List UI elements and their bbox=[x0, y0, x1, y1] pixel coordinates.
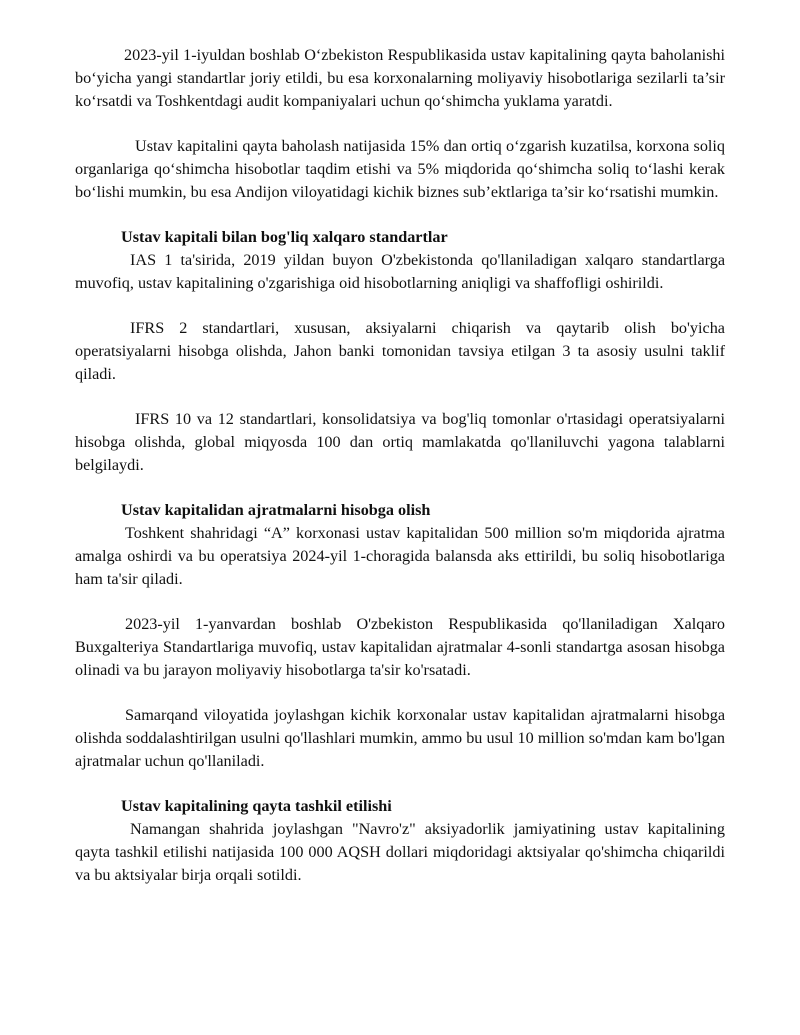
section-heading-international-standards: Ustav kapitali bilan bog'liq xalqaro standartlar bbox=[121, 228, 448, 246]
section1-paragraph-2: IFRS 2 standartlari, xususan, aksiyalarni chiqarish va qaytarib olish bo'yicha operatsiyalarni hisobga olishda, Jahon banki tomonidan tavsiya etilgan 3 ta asosiy usulni taklif qiladi. bbox=[75, 319, 725, 383]
intro-paragraph-2: Ustav kapitalini qayta baholash natijasida 15% dan ortiq o‘zgarish kuzatilsa, korxona soliq organlariga qo‘shimcha hisobotlar taqdim etishi va 5% miqdorida qo‘shimcha soliq to‘lashi kerak bo‘lishi mumkin, bu esa Andijon viloyatidagi kichik biznes sub’ektlariga ta’sir ko‘rsatishi mumkin. bbox=[75, 137, 725, 201]
section-heading-capital-deductions: Ustav kapitalidan ajratmalarni hisobga olish bbox=[121, 501, 431, 519]
intro-paragraph-1: 2023-yil 1-iyuldan boshlab O‘zbekiston Respublikasida ustav kapitalining qayta baholanishi bo‘yicha yangi standartlar joriy etildi, bu esa korxonalarning moliyaviy hisobotlariga sezilarli ta’sir ko‘rsatdi va Toshkentdagi audit kompaniyalari uchun qo‘shimcha yuklama yaratdi. bbox=[75, 46, 725, 110]
section2-paragraph-3: Samarqand viloyatida joylashgan kichik korxonalar ustav kapitalidan ajratmalarni hisobga olishda soddalashtirilgan usulni qo'llashlari mumkin, ammo bu usul 10 million so'mdan kam bo'lgan ajratmalar uchun qo'llaniladi. bbox=[75, 706, 725, 770]
section3-paragraph-1: Namangan shahrida joylashgan "Navro'z" aksiyadorlik jamiyatining ustav kapitalining qayta tashkil etilishi natijasida 100 000 AQSH dollari miqdoridagi aktsiyalar qo'shimcha chiqarildi va bu aktsiyalar birja orqali sotildi. bbox=[75, 820, 725, 884]
section-heading-capital-reorganization: Ustav kapitalining qayta tashkil etilishi bbox=[121, 797, 392, 815]
document-page bbox=[75, 44, 725, 887]
section1-paragraph-3: IFRS 10 va 12 standartlari, konsolidatsiya va bog'liq tomonlar o'rtasidagi operatsiyalarni hisobga olishda, global miqyosda 100 dan ortiq mamlakatda qo'llaniluvchi yagona talablarni belgilaydi. bbox=[75, 410, 725, 474]
section2-paragraph-2: 2023-yil 1-yanvardan boshlab O'zbekiston Respublikasida qo'llaniladigan Xalqaro Buxgalteriya Standartlariga muvofiq, ustav kapitalidan ajratmalar 4-sonli standartga asosan hisobga olinadi va bu jarayon moliyaviy hisobotlarga ta'sir ko'rsatadi. bbox=[75, 615, 725, 679]
section2-paragraph-1: Toshkent shahridagi “A” korxonasi ustav kapitalidan 500 million so'm miqdorida ajratma amalga oshirdi va bu operatsiya 2024-yil 1-choragida balansda aks ettirildi, bu soliq hisobotlariga ham ta'sir qiladi. bbox=[75, 524, 725, 588]
section1-paragraph-1: IAS 1 ta'sirida, 2019 yildan buyon O'zbekistonda qo'llaniladigan xalqaro standartlarga muvofiq, ustav kapitalining o'zgarishiga oid hisobotlarning aniqligi va shaffofligi oshirildi. bbox=[75, 251, 725, 292]
